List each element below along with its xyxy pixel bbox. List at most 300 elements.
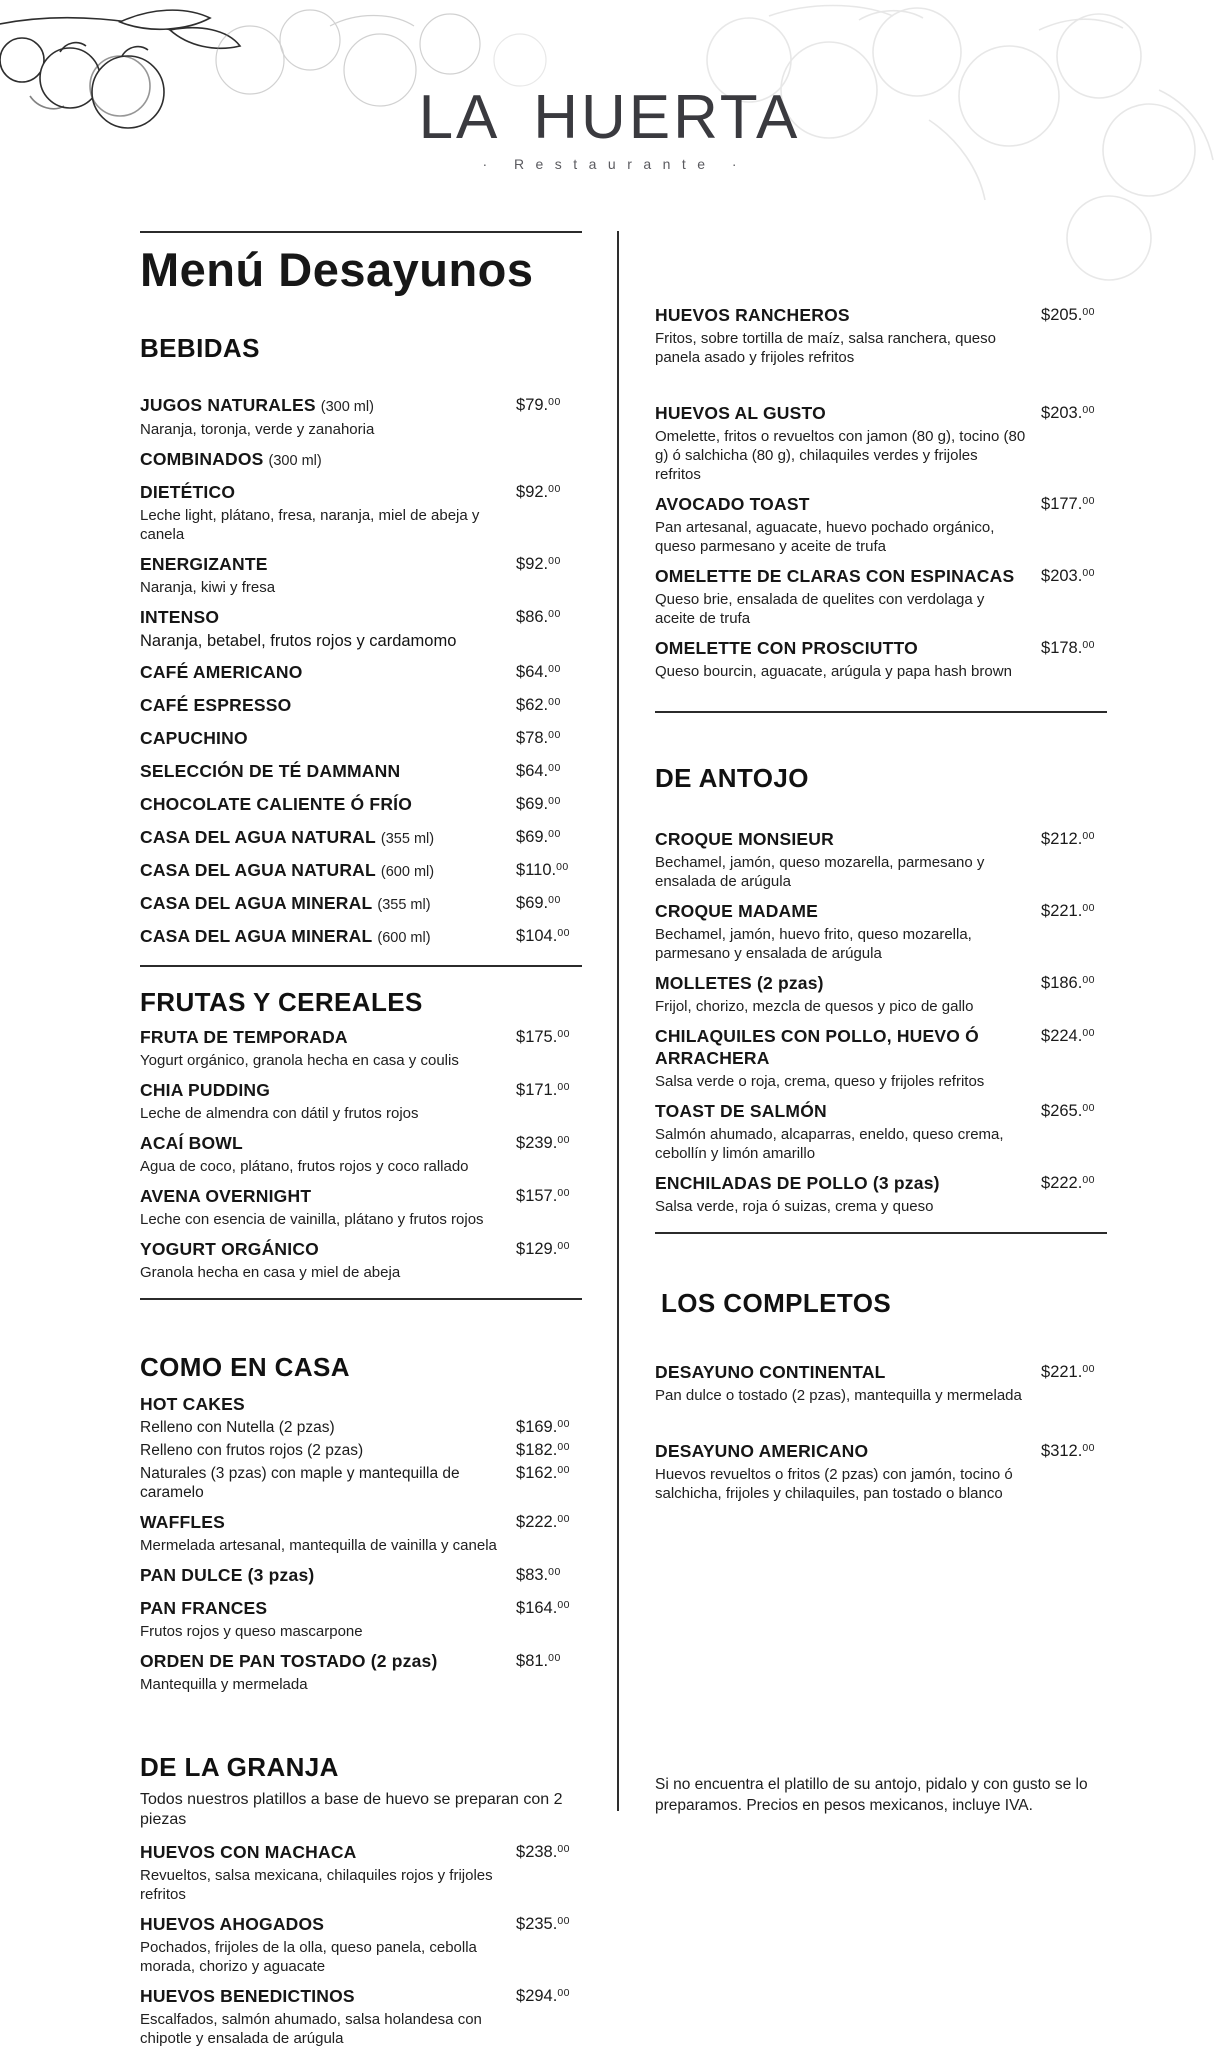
item-description: Leche light, plátano, fresa, naranja, miel de abeja y canela [140, 507, 480, 543]
price-amount: 175 [525, 1028, 553, 1046]
item-description: Agua de coco, plátano, frutos rojos y coco rallado [140, 1158, 469, 1175]
section-los-completos [655, 1234, 1107, 1513]
item-description: Frijol, chorizo, mezcla de quesos y pico de gallo [655, 998, 974, 1015]
price-amount: 238 [525, 1843, 553, 1861]
price-cents: 00 [556, 861, 569, 873]
item-description: Mantequilla y mermelada [140, 1676, 308, 1693]
item-name: MOLLETES (2 pzas) [655, 973, 824, 993]
price-amount: 69 [525, 828, 544, 846]
item-main [655, 901, 1041, 963]
item-price: $177.00 [1041, 495, 1095, 513]
item-price: $129.00 [516, 1240, 570, 1258]
item-description: Revueltos, salsa mexicana, chilaquiles rojos y frijoles refritos [140, 1867, 493, 1903]
item-size: (600 ml) [377, 930, 431, 946]
brand-logo: LA HUERTA [418, 83, 801, 152]
price-cents: 00 [557, 1599, 570, 1611]
item-name: HOT CAKES [140, 1394, 245, 1414]
item-price: $182.00 [516, 1441, 570, 1459]
item-main [140, 794, 516, 816]
price-amount: 64 [525, 762, 544, 780]
item-name: CROQUE MADAME [655, 901, 819, 921]
item-price: $221.00 [1041, 902, 1095, 920]
item-description: Salsa verde, roja ó suizas, crema y queso [655, 1198, 934, 1215]
section-title-como-en-casa: COMO EN CASA [140, 1352, 350, 1382]
item-line [655, 1173, 1027, 1195]
item-price: $157.00 [516, 1187, 570, 1205]
item-line [140, 1914, 502, 1936]
menu-item [140, 1133, 582, 1176]
item-price: $79.00 [516, 396, 561, 414]
item-price: $162.00 [516, 1464, 570, 1482]
price-amount: 205 [1050, 306, 1078, 324]
item-main [655, 1441, 1041, 1503]
item-size: (300 ml) [320, 399, 374, 415]
item-name: PAN FRANCES [140, 1598, 268, 1618]
item-main [140, 761, 516, 783]
item-main [655, 973, 1041, 1016]
price-amount: 222 [1050, 1174, 1078, 1192]
price-cents: 00 [1082, 495, 1095, 507]
item-name: ACAÍ BOWL [140, 1133, 243, 1153]
item-main [655, 305, 1041, 367]
price-cents: 00 [557, 927, 570, 939]
item-line [140, 554, 502, 576]
menu-item [140, 893, 582, 916]
item-name: AVENA OVERNIGHT [140, 1186, 312, 1206]
item-price: $69.00 [516, 828, 561, 846]
price-cents: 00 [1082, 1363, 1095, 1375]
variant-row [140, 1418, 582, 1439]
item-main [140, 728, 516, 750]
item-name: CAFÉ ESPRESSO [140, 695, 292, 715]
item-price: $62.00 [516, 696, 561, 714]
item-name: ORDEN DE PAN TOSTADO (2 pzas) [140, 1651, 438, 1671]
item-name: CHIA PUDDING [140, 1080, 271, 1100]
menu-item [655, 901, 1107, 963]
item-name: HUEVOS AL GUSTO [655, 403, 826, 423]
item-main [140, 449, 582, 472]
menu-columns [0, 231, 1107, 2047]
item-name: CASA DEL AGUA NATURAL [140, 860, 376, 880]
menu-item [140, 449, 582, 472]
price-cents: 00 [548, 729, 561, 741]
price-cents: 00 [1082, 567, 1095, 579]
item-price: $69.00 [516, 894, 561, 912]
item-price: $222.00 [516, 1513, 570, 1531]
section-como-en-casa [140, 1352, 582, 1694]
price-amount: 212 [1050, 830, 1078, 848]
item-price: $69.00 [516, 795, 561, 813]
item-name: DIETÉTICO [140, 482, 236, 502]
item-description: Fritos, sobre tortilla de maíz, salsa ranchera, queso panela asado y frijoles refritos [655, 330, 996, 366]
item-price: $92.00 [516, 483, 561, 501]
menu-item [655, 638, 1107, 681]
brand-header [0, 83, 1219, 172]
menu-item [140, 1239, 582, 1282]
menu-item [655, 305, 1107, 367]
price-cents: 00 [557, 1513, 570, 1525]
item-price: $83.00 [516, 1566, 561, 1584]
item-price: $171.00 [516, 1081, 570, 1099]
variant-row [140, 1464, 582, 1502]
price-cents: 00 [548, 795, 561, 807]
section-de-antojo [655, 713, 1107, 1234]
price-cents: 00 [557, 1134, 570, 1146]
menu-item [655, 1441, 1107, 1503]
item-name: HUEVOS AHOGADOS [140, 1914, 325, 1934]
item-main [655, 1026, 1041, 1091]
item-main [655, 403, 1041, 484]
menu-item [140, 607, 582, 652]
item-line [655, 1441, 1027, 1463]
footer-note: Si no encuentra el platillo de su antojo, pidalo y con gusto se lo preparamos. Precios en pesos mexicanos, incluye IVA. [655, 1776, 1088, 1814]
price-amount: 162 [525, 1464, 553, 1482]
item-main [140, 1651, 516, 1694]
item-name: JUGOS NATURALES [140, 395, 316, 415]
price-amount: 110 [525, 861, 552, 879]
item-line [140, 893, 502, 916]
price-amount: 169 [525, 1418, 553, 1436]
price-cents: 00 [557, 1028, 570, 1040]
price-cents: 00 [548, 762, 561, 774]
item-line [140, 607, 502, 629]
price-amount: 265 [1050, 1102, 1078, 1120]
item-main [140, 1598, 516, 1641]
menu-item [655, 494, 1107, 556]
item-description: Queso bourcin, aguacate, arúgula y papa hash brown [655, 663, 1012, 680]
price-amount: 312 [1050, 1442, 1078, 1460]
price-cents: 00 [1082, 974, 1095, 986]
section-title-de-la-granja: DE LA GRANJA [140, 1752, 339, 1782]
price-amount: 221 [1050, 1363, 1078, 1381]
item-main [140, 860, 516, 883]
item-price: $178.00 [1041, 639, 1095, 657]
price-amount: 81 [525, 1652, 544, 1670]
column-divider [617, 231, 619, 1811]
item-line [140, 395, 502, 418]
menu-item [140, 1027, 582, 1070]
price-amount: 157 [525, 1187, 553, 1205]
item-main [140, 1027, 516, 1070]
price-amount: 182 [525, 1441, 553, 1459]
item-main [655, 829, 1041, 891]
item-price: $104.00 [516, 927, 570, 945]
price-amount: 79 [525, 396, 544, 414]
section-granja-continuacion [655, 305, 1107, 713]
item-name: OMELETTE CON PROSCIUTTO [655, 638, 918, 658]
item-name: FRUTA DE TEMPORADA [140, 1027, 348, 1047]
item-line [140, 695, 502, 717]
item-main [140, 1842, 516, 1904]
item-line [140, 1842, 502, 1864]
item-description: Escalfados, salmón ahumado, salsa holandesa con chipotle y ensalada de arúgula [140, 2011, 482, 2047]
item-description: Pan artesanal, aguacate, huevo pochado orgánico, queso parmesano y aceite de trufa [655, 519, 995, 555]
menu-item [140, 662, 582, 685]
variant-text: Relleno con frutos rojos (2 pzas) [140, 1442, 364, 1459]
variant-text: Naturales (3 pzas) con maple y mantequilla de caramelo [140, 1465, 460, 1501]
item-main [140, 1186, 516, 1229]
menu-item [140, 1842, 582, 1904]
section-rule [140, 1298, 582, 1300]
price-amount: 92 [525, 555, 544, 573]
item-price: $78.00 [516, 729, 561, 747]
item-price: $212.00 [1041, 830, 1095, 848]
item-main [140, 607, 516, 652]
item-name: PAN DULCE (3 pzas) [140, 1565, 315, 1585]
item-price: $239.00 [516, 1134, 570, 1152]
item-description: Naranja, betabel, frutos rojos y cardamomo [140, 632, 457, 650]
price-amount: 178 [1050, 639, 1078, 657]
item-price: $64.00 [516, 762, 561, 780]
menu-item [140, 1651, 582, 1694]
price-amount: 129 [525, 1240, 553, 1258]
item-name: SELECCIÓN DE TÉ DAMMANN [140, 761, 401, 781]
item-name: CAFÉ AMERICANO [140, 662, 303, 682]
menu-item [140, 1394, 582, 1502]
price-cents: 00 [1082, 306, 1095, 318]
price-amount: 177 [1050, 495, 1078, 513]
menu-item [140, 1914, 582, 1976]
menu-item [140, 695, 582, 718]
item-main [140, 662, 516, 684]
price-amount: 62 [525, 696, 544, 714]
item-line [140, 827, 502, 850]
price-cents: 00 [1082, 1102, 1095, 1114]
item-line [655, 494, 1027, 516]
item-name: CASA DEL AGUA NATURAL [140, 827, 376, 847]
section-rule [140, 965, 582, 967]
item-line [655, 305, 1027, 327]
price-cents: 00 [548, 483, 561, 495]
item-line [140, 926, 502, 949]
item-line [140, 1512, 502, 1534]
item-description: Bechamel, jamón, queso mozarella, parmesano y ensalada de arúgula [655, 854, 985, 890]
price-amount: 69 [525, 795, 544, 813]
item-description: Queso brie, ensalada de quelites con verdolaga y aceite de trufa [655, 591, 985, 627]
price-cents: 00 [1082, 404, 1095, 416]
price-cents: 00 [548, 1566, 561, 1578]
item-name: HUEVOS BENEDICTINOS [140, 1986, 355, 2006]
item-main [140, 1239, 516, 1282]
price-cents: 00 [1082, 1442, 1095, 1454]
item-price: $312.00 [1041, 1442, 1095, 1460]
item-price: $203.00 [1041, 404, 1095, 422]
item-description: Naranja, toronja, verde y zanahoria [140, 421, 375, 438]
item-description: Leche de almendra con dátil y frutos rojos [140, 1105, 419, 1122]
menu-item [655, 973, 1107, 1016]
item-line [655, 1101, 1027, 1123]
item-line [140, 1651, 502, 1673]
item-price: $92.00 [516, 555, 561, 573]
menu-item [655, 1173, 1107, 1216]
menu-item [140, 794, 582, 817]
item-price: $205.00 [1041, 306, 1095, 324]
item-main [140, 482, 516, 544]
price-amount: 164 [525, 1599, 553, 1617]
price-amount: 86 [525, 608, 544, 626]
item-main [655, 1362, 1041, 1405]
item-name: INTENSO [140, 607, 220, 627]
section-de-la-granja [140, 1752, 582, 2048]
price-cents: 00 [1082, 1027, 1095, 1039]
price-amount: 294 [525, 1987, 553, 2005]
price-amount: 64 [525, 663, 544, 681]
item-name: CASA DEL AGUA MINERAL [140, 893, 373, 913]
price-amount: 239 [525, 1134, 553, 1152]
menu-item [140, 1986, 582, 2048]
item-description: Huevos revueltos o fritos (2 pzas) con jamón, tocino ó salchicha, frijoles y chilaquiles, pan tostado o blanco [655, 1466, 1013, 1502]
item-main [140, 554, 516, 597]
price-cents: 00 [548, 1652, 561, 1664]
menu-item [140, 395, 582, 439]
price-amount: 171 [525, 1081, 553, 1099]
item-main [140, 893, 516, 916]
item-price: $110.00 [516, 861, 569, 879]
menu-item [140, 1598, 582, 1641]
price-cents: 00 [1082, 639, 1095, 651]
menu-item [140, 1080, 582, 1123]
item-main [140, 1080, 516, 1123]
item-line [140, 449, 568, 472]
item-price: $169.00 [516, 1418, 570, 1436]
item-description: Frutos rojos y queso mascarpone [140, 1623, 363, 1640]
item-size: (300 ml) [268, 453, 322, 469]
item-description: Naranja, kiwi y fresa [140, 579, 276, 596]
item-price: $238.00 [516, 1843, 570, 1861]
item-line [140, 860, 502, 883]
variant-text: Relleno con Nutella (2 pzas) [140, 1419, 335, 1436]
price-amount: 224 [1050, 1027, 1078, 1045]
menu-item [140, 728, 582, 751]
price-cents: 00 [557, 1987, 570, 1999]
item-main [140, 827, 516, 850]
item-description: Salsa verde o roja, crema, queso y frijoles refritos [655, 1073, 985, 1090]
item-line [655, 973, 1027, 995]
item-main [655, 638, 1041, 681]
menu-item [140, 482, 582, 544]
item-price: $235.00 [516, 1915, 570, 1933]
price-cents: 00 [1082, 1174, 1095, 1186]
section-bebidas [140, 333, 582, 967]
item-line [140, 1239, 502, 1261]
item-main [140, 1914, 516, 1976]
menu-item [140, 1512, 582, 1555]
item-name: HUEVOS CON MACHACA [140, 1842, 357, 1862]
item-main [655, 494, 1041, 556]
price-cents: 00 [548, 396, 561, 408]
item-line [140, 1133, 502, 1155]
price-cents: 00 [557, 1081, 570, 1093]
price-amount: 203 [1050, 567, 1078, 585]
item-price: $164.00 [516, 1599, 570, 1617]
menu-item [655, 1362, 1107, 1405]
item-description: Pan dulce o tostado (2 pzas), mantequilla y mermelada [655, 1387, 1022, 1404]
price-amount: 203 [1050, 404, 1078, 422]
menu-item [655, 403, 1107, 484]
menu-item [140, 554, 582, 597]
item-line [655, 566, 1027, 588]
menu-column-left [140, 231, 582, 2058]
item-description: Omelette, fritos o revueltos con jamon (80 g), tocino (80 g) ó salchicha (80 g), chilaquiles verdes y frijoles refritos [655, 428, 1026, 483]
item-name: COMBINADOS [140, 449, 264, 469]
price-cents: 00 [557, 1843, 570, 1855]
price-amount: 92 [525, 483, 544, 501]
item-line [140, 1080, 502, 1102]
variant-row [140, 1441, 582, 1462]
item-line [655, 403, 1027, 425]
item-price: $186.00 [1041, 974, 1095, 992]
item-name: CASA DEL AGUA MINERAL [140, 926, 373, 946]
price-cents: 00 [548, 894, 561, 906]
item-main [140, 1512, 516, 1555]
price-amount: 83 [525, 1566, 544, 1584]
item-main [655, 1101, 1041, 1163]
item-name: ENCHILADAS DE POLLO (3 pzas) [655, 1173, 940, 1193]
item-name: CAPUCHINO [140, 728, 248, 748]
item-line [140, 1394, 568, 1416]
item-main [140, 395, 516, 439]
menu-item [140, 761, 582, 784]
item-name: OMELETTE DE CLARAS CON ESPINACAS [655, 566, 1015, 586]
item-main [140, 1565, 516, 1587]
item-name: AVOCADO TOAST [655, 494, 810, 514]
menu-column-right [655, 231, 1107, 1920]
price-amount: 69 [525, 894, 544, 912]
item-line [140, 794, 502, 816]
item-line [655, 901, 1027, 923]
item-name: HUEVOS RANCHEROS [655, 305, 850, 325]
item-line [140, 1565, 502, 1587]
price-amount: 78 [525, 729, 544, 747]
price-cents: 00 [557, 1187, 570, 1199]
price-cents: 00 [548, 828, 561, 840]
item-price: $222.00 [1041, 1174, 1095, 1192]
item-line [140, 728, 502, 750]
item-main [140, 1986, 516, 2048]
item-name: WAFFLES [140, 1512, 226, 1532]
item-name: DESAYUNO CONTINENTAL [655, 1362, 886, 1382]
item-main [655, 566, 1041, 628]
item-name: CHOCOLATE CALIENTE Ó FRÍO [140, 794, 413, 814]
item-name: DESAYUNO AMERICANO [655, 1441, 869, 1461]
item-price: $175.00 [516, 1028, 570, 1046]
item-main [140, 695, 516, 717]
price-cents: 00 [1082, 902, 1095, 914]
item-line [655, 829, 1027, 851]
item-price: $81.00 [516, 1652, 561, 1670]
item-main [140, 926, 516, 949]
item-main [140, 1133, 516, 1176]
menu-item [655, 829, 1107, 891]
item-price: $221.00 [1041, 1363, 1095, 1381]
price-cents: 00 [557, 1464, 570, 1476]
item-size: (600 ml) [380, 864, 435, 880]
item-name: YOGURT ORGÁNICO [140, 1239, 319, 1259]
item-description: Pochados, frijoles de la olla, queso panela, cebolla morada, chorizo y aguacate [140, 1939, 477, 1975]
section-title-los-completos: LOS COMPLETOS [661, 1288, 892, 1318]
item-price: $265.00 [1041, 1102, 1095, 1120]
item-price: $86.00 [516, 608, 561, 626]
menu-item [140, 860, 582, 883]
brand-tagline: · Restaurante · [482, 156, 749, 172]
item-size: (355 ml) [380, 831, 435, 847]
item-price: $203.00 [1041, 567, 1095, 585]
item-line [140, 1027, 502, 1049]
price-cents: 00 [557, 1915, 570, 1927]
menu-item [655, 1026, 1107, 1091]
price-cents: 00 [548, 663, 561, 675]
item-line [140, 482, 502, 504]
